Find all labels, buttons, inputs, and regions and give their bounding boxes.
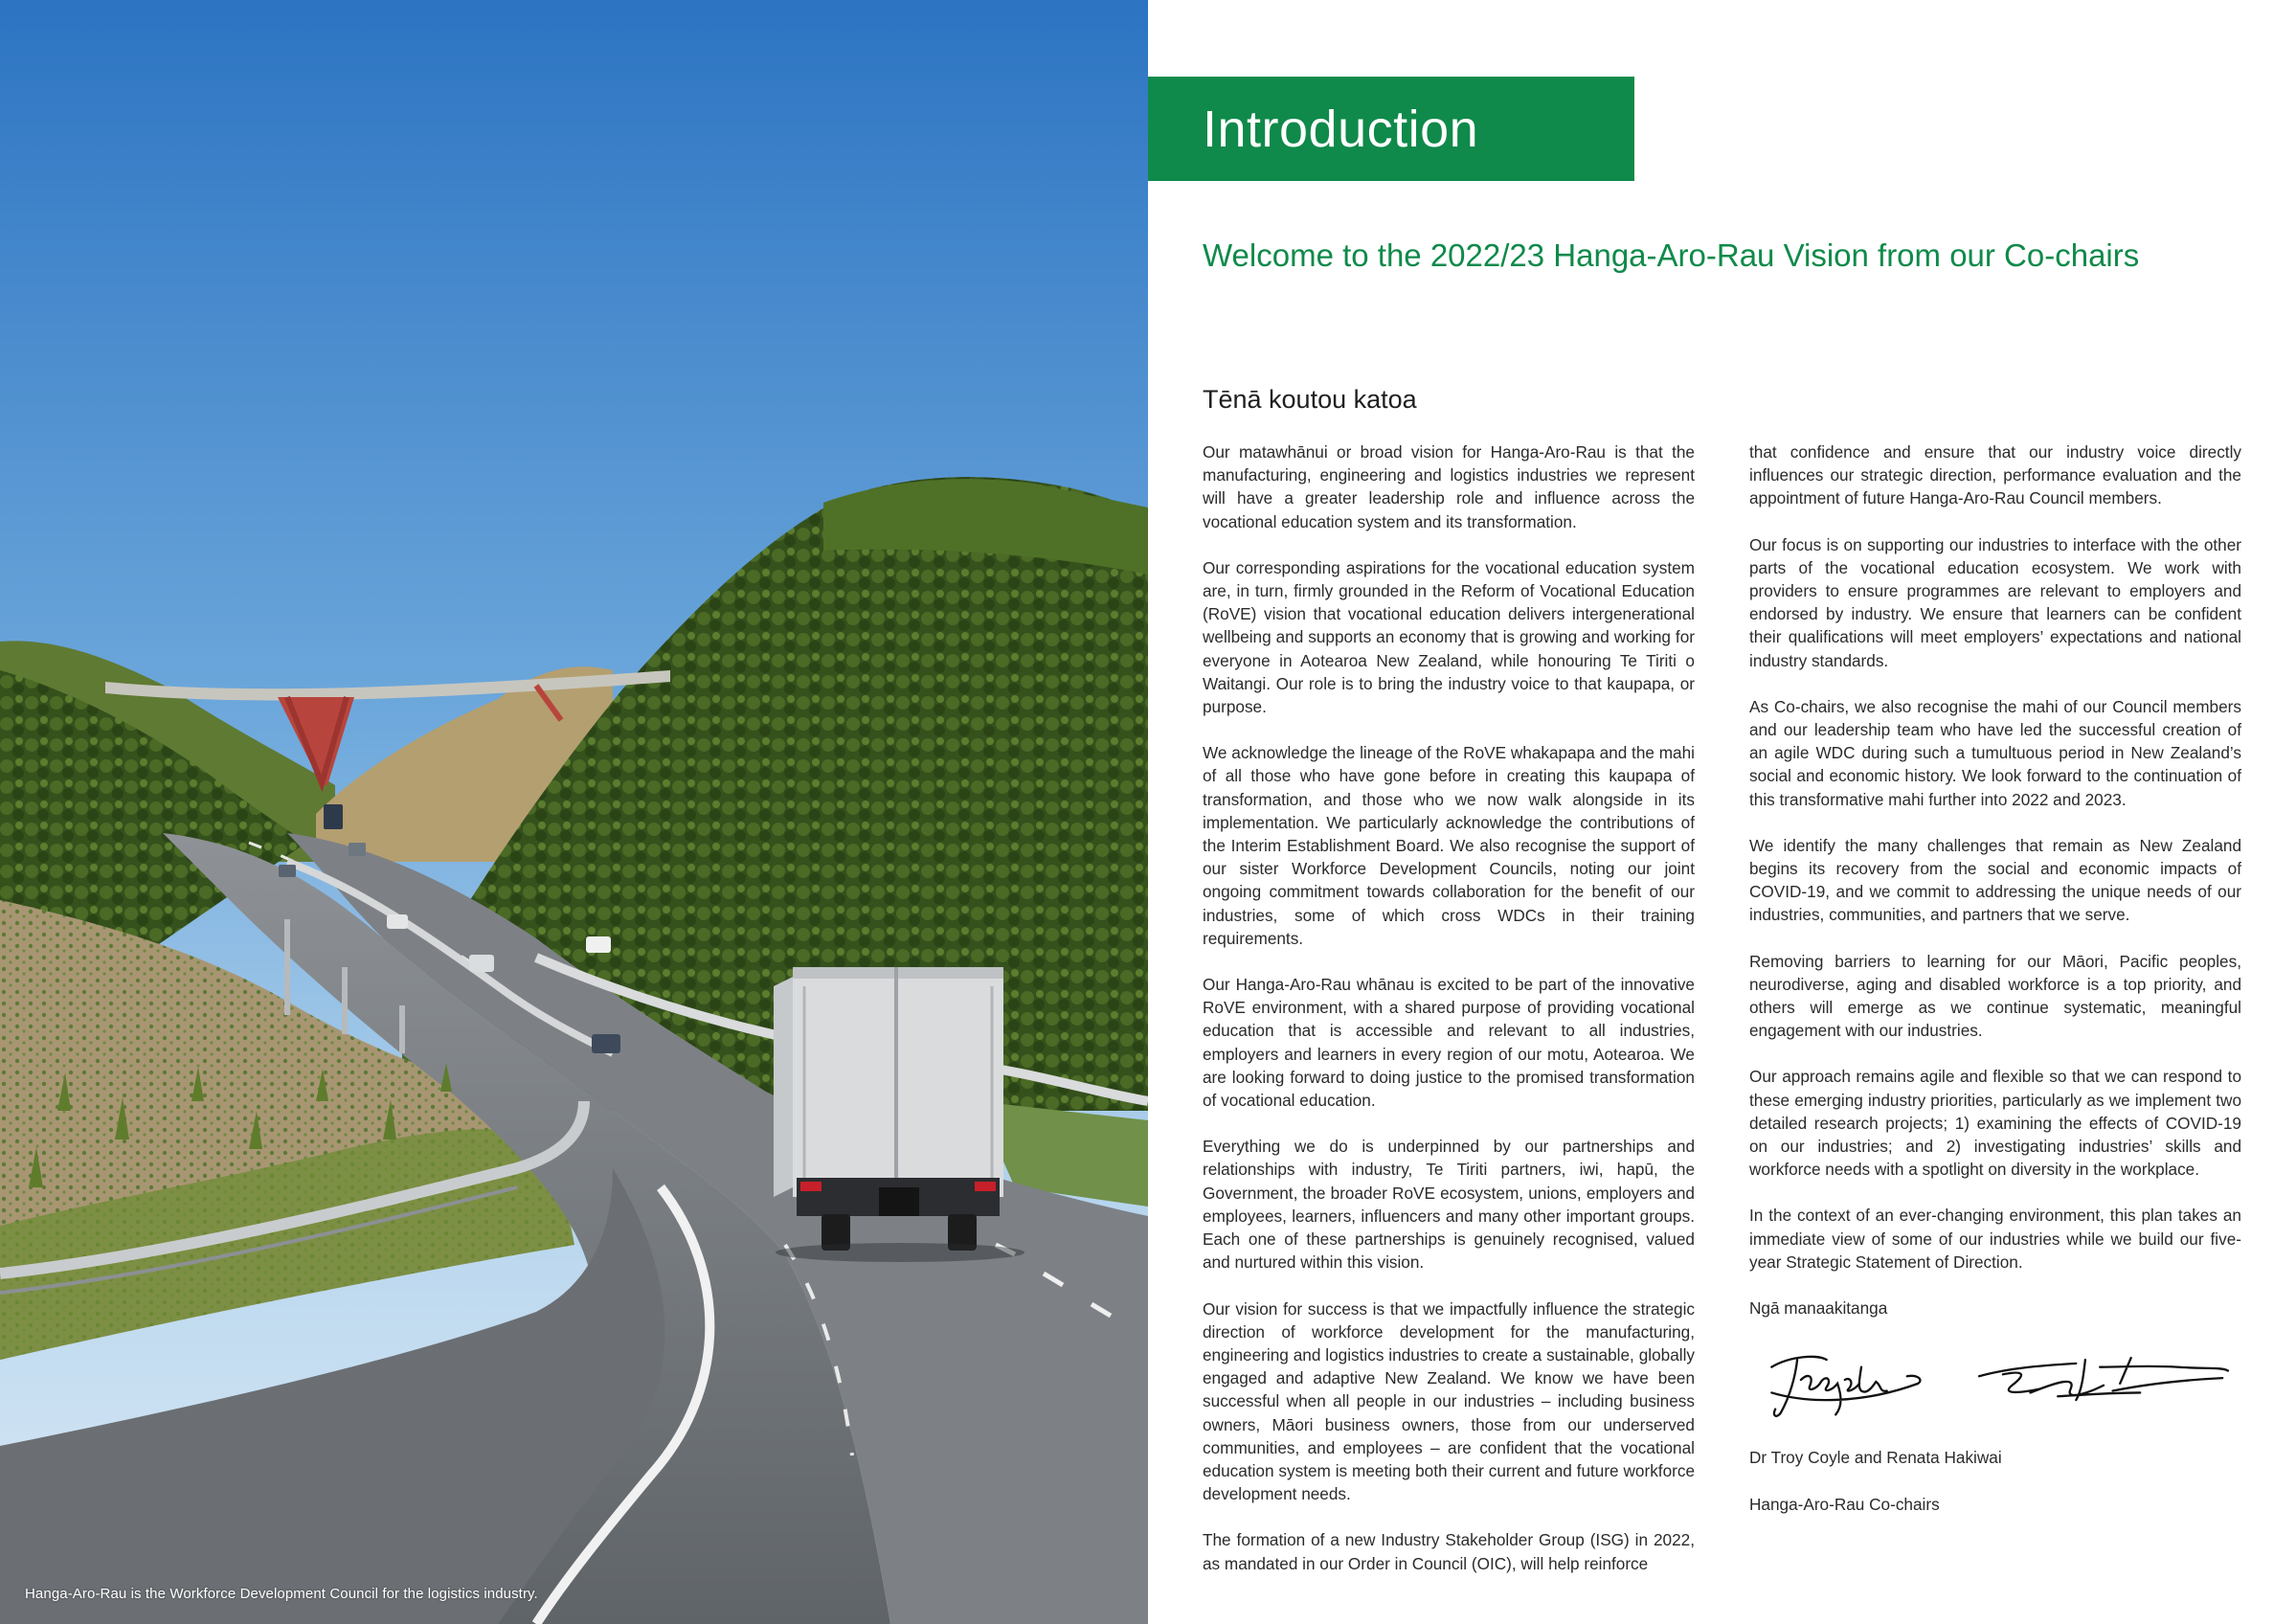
- paragraph: Everything we do is underpinned by our partnerships and relationships with industry, Te Tiriti partners, iwi, hapū, the Government, the broader RoVE ecosystem, unions, employers and employees, learners, influencers and many other important groups. Each one of these partnerships is genuinely recognised, valued and nurtured within this vision.: [1203, 1137, 1695, 1273]
- left-text-column: [1203, 440, 1695, 1575]
- section-title: Introduction: [1203, 101, 1479, 158]
- right-text-column: [1749, 440, 2241, 1516]
- paragraph: Our matawhānui or broad vision for Hanga-Aro-Rau is that the manufacturing, engineering and logistics industries we represent will have a greater leadership role and influence across the vocational education system and its transformation.: [1203, 442, 1695, 531]
- paragraph: We acknowledge the lineage of the RoVE whakapapa and the mahi of all those who have gone before in creating this kaupapa of transformation, and those who we now walk alongside in its implementation. We particularly acknowledge the contributions of the Interim Establishment Board. We also recognise the support of our sister Workforce Development Councils, noting our joint ongoing commitment towards collaboration for the benefit of our industries, some of which cross WDCs in their training requirements.: [1203, 743, 1695, 948]
- paragraph: Removing barriers to learning for our Māori, Pacific peoples, neurodiverse, aging and disabled workforce is a top priority, and others will emerge as we continue systematic, meaningful engagement with our industries.: [1749, 951, 2241, 1041]
- signoff: Ngā manaakitanga: [1749, 1298, 1888, 1319]
- signatory-role: Hanga-Aro-Rau Co-chairs: [1749, 1494, 1940, 1514]
- truck: [774, 967, 1003, 1251]
- paragraph: Our vision for success is that we impactfully influence the strategic direction of workforce development for the manufacturing, engineering and logistics industries to create a sustainable, globally engaged and adaptive New Zealand. We know we have been successful when all people in our industries – including business owners, Māori business owners, those from our underserved communities, and employees – are confident that the vocational education system is meeting both their current and future workforce development needs.: [1203, 1298, 1695, 1504]
- paragraph: Our corresponding aspirations for the vocational education system are, in turn, firmly grounded in the Reform of Vocational Education (RoVE) vision that vocational education delivers intergenerational wellbeing and supports an economy that is growing and working for everyone in Aotearoa New Zealand, while honouring Te Tiriti o Waitangi. Our role is to bring the industry voice to that kaupapa, or purpose.: [1203, 557, 1695, 717]
- paragraph: Our Hanga-Aro-Rau whānau is excited to be part of the innovative RoVE environment, with a shared purpose of providing vocational education that is accessible and relevant to all industries, employers and learners in every region of our motu, Aotearoa. We are looking forward to doing justice to the promised transformation of vocational education.: [1203, 975, 1695, 1111]
- paragraph: We identify the many challenges that remain as New Zealand begins its recovery from the social and economic impacts of COVID-19, and we commit to addressing the unique needs of our industries, communities, and partners that we serve.: [1749, 835, 2241, 925]
- paragraph: In the context of an ever-changing environment, this plan takes an immediate view of some of our industries while we build our five-year Strategic Statement of Direction.: [1749, 1206, 2241, 1272]
- signature-troy-coyle: [1749, 1340, 1931, 1422]
- photo-caption: Hanga-Aro-Rau is the Workforce Development Council for the logistics industry.: [25, 1586, 538, 1602]
- signatory-names: Dr Troy Coyle and Renata Hakiwai: [1749, 1448, 2002, 1468]
- paragraph: As Co-chairs, we also recognise the mahi of our Council members and our leadership team who have led the successful creation of an agile WDC during such a tumultuous period in New Zealand’s social and economic history. We look forward to the continuation of this transformative mahi further into 2022 and 2023.: [1749, 696, 2241, 809]
- greeting: Tēnā koutou katoa: [1203, 385, 1417, 414]
- page-heading: Welcome to the 2022/23 Hanga-Aro-Rau Vision from our Co-chairs: [1203, 237, 2140, 273]
- paragraph: that confidence and ensure that our industry voice directly influences our strategic direction, performance evaluation and the appointment of future Hanga-Aro-Rau Council members.: [1749, 442, 2241, 508]
- signature-renata-hakiwai: [1970, 1340, 2238, 1422]
- introduction-page: [1148, 0, 2296, 1624]
- paragraph: Our approach remains agile and flexible so that we can respond to these emerging industry priorities, particularly as we implement two detailed research projects; 1) examining the effects of COVID-19 on our industries; and 2) investigating industries’ skills and workforce needs with a spotlight on diversity in the workplace.: [1749, 1067, 2241, 1180]
- paragraph: The formation of a new Industry Stakeholder Group (ISG) in 2022, as mandated in our Order in Council (OIC), will help reinforce: [1203, 1530, 1695, 1573]
- signatures: [1749, 1337, 2241, 1425]
- paragraph: Our focus is on supporting our industries to interface with the other parts of the vocational education ecosystem. We work with providers to ensure programmes are relevant to employers and endorsed by industry. We ensure that learners can be confident their qualifications will meet employers’ expectations and national industry standards.: [1749, 534, 2241, 670]
- section-banner: [1148, 77, 1634, 181]
